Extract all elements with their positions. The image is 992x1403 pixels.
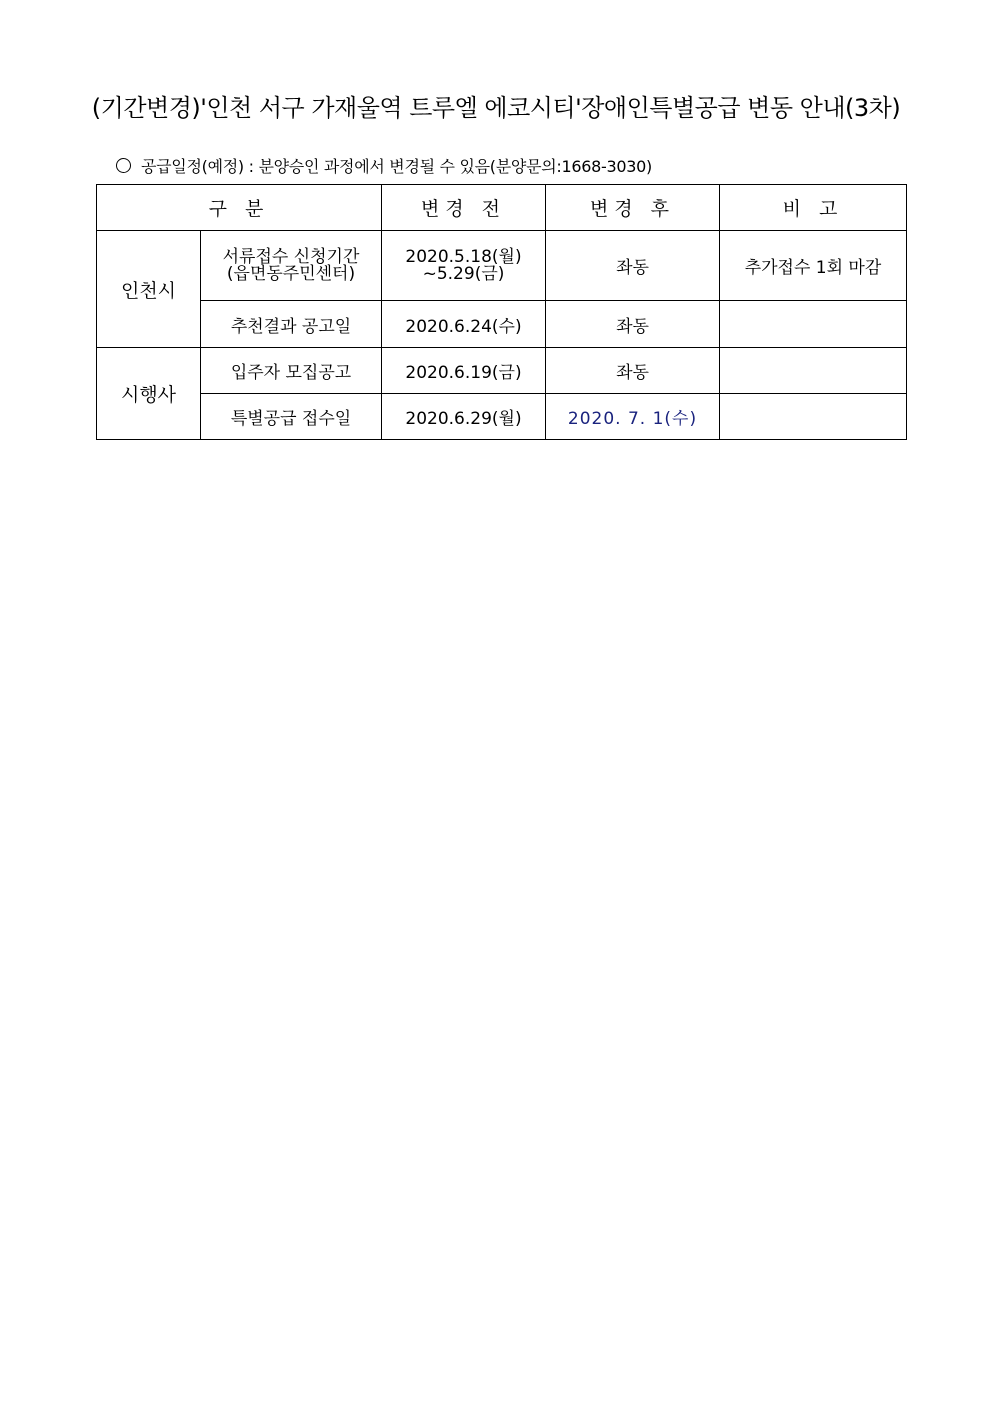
remark-cell: [720, 348, 907, 394]
schedule-note: [116, 154, 652, 177]
item-line: 서류접수 신청기간: [222, 246, 360, 267]
item-cell: [201, 231, 382, 301]
table-header-row: [97, 185, 907, 231]
after-cell: 좌동: [546, 301, 720, 348]
remark-cell: 추가접수 1회 마감: [720, 231, 907, 301]
after-cell: 좌동: [546, 231, 720, 301]
table-row: [97, 394, 907, 440]
group-incheon: 인천시: [97, 231, 201, 348]
item-line: (읍면동주민센터): [226, 263, 356, 284]
after-cell: 좌동: [546, 348, 720, 394]
before-line: 2020.5.18(월): [405, 246, 522, 267]
header-before: 변경 전: [382, 185, 546, 231]
group-developer: 시행사: [97, 348, 201, 440]
before-cell: 2020.6.29(월): [382, 394, 546, 440]
circle-bullet-icon: [116, 158, 131, 173]
item-cell: 추천결과 공고일: [201, 301, 382, 348]
before-cell: [382, 231, 546, 301]
table-row: [97, 301, 907, 348]
schedule-note-text: 공급일정(예정) : 분양승인 과정에서 변경될 수 있음(분양문의:1668-3030): [141, 157, 652, 176]
header-after: 변경 후: [546, 185, 720, 231]
remark-cell: [720, 301, 907, 348]
after-cell-changed: 2020. 7. 1(수): [546, 394, 720, 440]
item-cell: 입주자 모집공고: [201, 348, 382, 394]
header-category: 구 분: [97, 185, 382, 231]
document-title: (기간변경)'인천 서구 가재울역 트루엘 에코시티'장애인특별공급 변동 안내(3차): [91, 94, 901, 122]
before-line: ~5.29(금): [422, 263, 505, 284]
table-row: [97, 348, 907, 394]
before-cell: 2020.6.24(수): [382, 301, 546, 348]
before-cell: 2020.6.19(금): [382, 348, 546, 394]
remark-cell: [720, 394, 907, 440]
item-cell: 특별공급 접수일: [201, 394, 382, 440]
table-row: [97, 231, 907, 301]
header-remark: 비 고: [720, 185, 907, 231]
schedule-table: [96, 184, 907, 440]
